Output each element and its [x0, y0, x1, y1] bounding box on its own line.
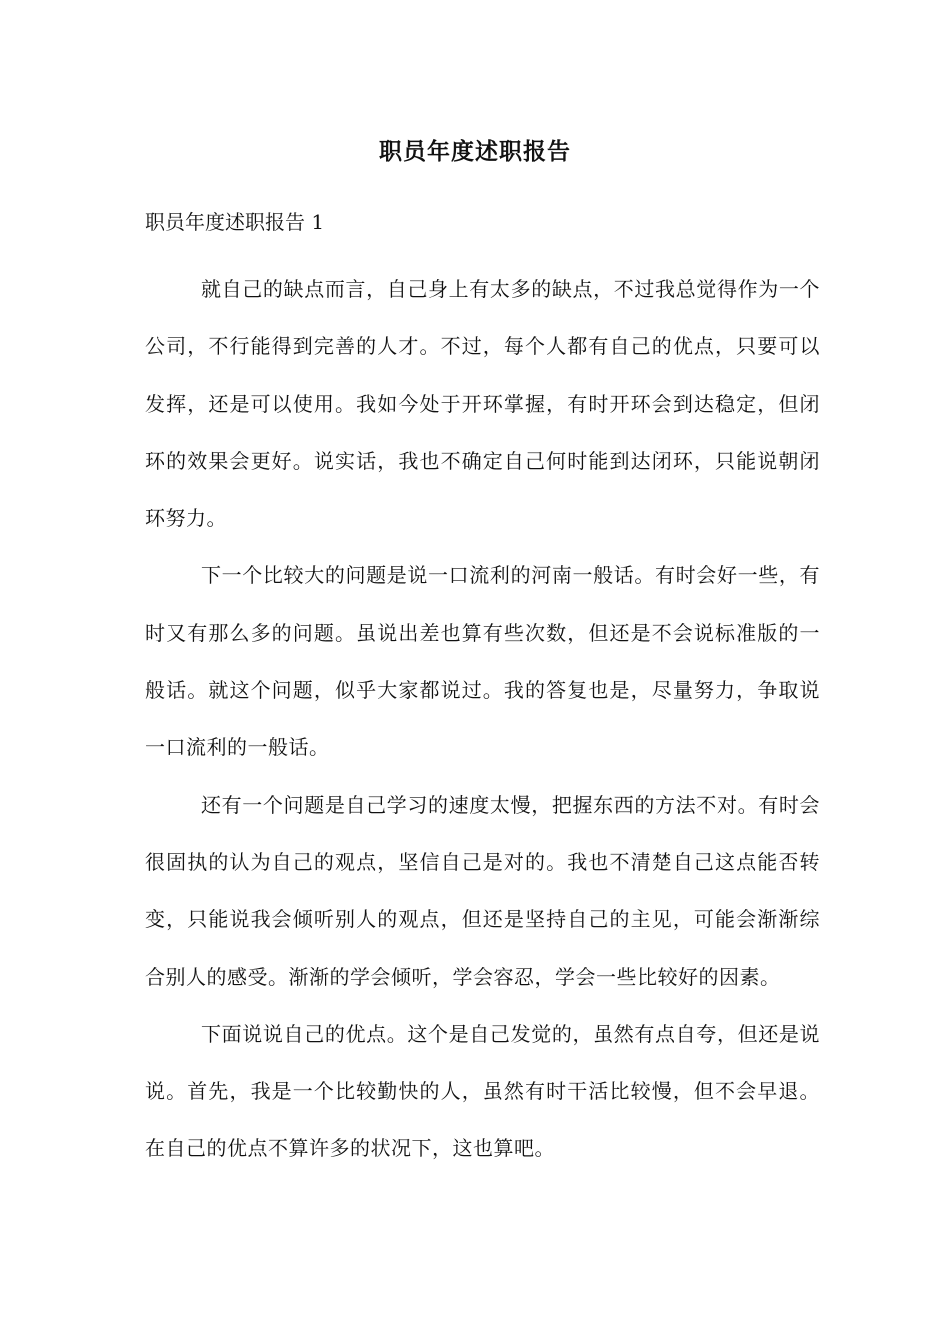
document-title: 职员年度述职报告 [379, 138, 571, 165]
document-body [145, 203, 820, 1178]
paragraph-strengths: 下面说说自己的优点。这个是自己发觉的，虽然有点自夸，但还是说说。首先，我是一个比较勤快的人，虽然有时干活比较慢，但不会早退。在自己的优点不算许多的状况下，这也算吧。 [145, 1021, 820, 1161]
paragraph-mandarin: 下一个比较大的问题是说一口流利的河南一般话。有时会好一些，有时又有那么多的问题。虽说出差也算有些次数，但还是不会说标准版的一般话。就这个问题，似乎大家都说过。我的答复也是，尽量努力，争取说一口流利的一般话。 [145, 563, 820, 760]
paragraph-shortcomings: 就自己的缺点而言，自己身上有太多的缺点，不过我总觉得作为一个公司，不行能得到完善的人才。不过，每个人都有自己的优点，只要可以发挥，还是可以使用。我如今处于开环掌握，有时开环会到达稳定，但闭环的效果会更好。说实话，我也不确定自己何时能到达闭环，只能说朝闭环努力。 [145, 277, 820, 531]
paragraph-learning: 还有一个问题是自己学习的速度太慢，把握东西的方法不对。有时会很固执的认为自己的观点，坚信自己是对的。我也不清楚自己这点能否转变，只能说我会倾听别人的观点，但还是坚持自己的主见，可能会渐渐综合别人的感受。渐渐的学会倾听，学会容忍，学会一些比较好的因素。 [145, 792, 820, 989]
section-heading: 职员年度述职报告 1 [145, 210, 325, 234]
